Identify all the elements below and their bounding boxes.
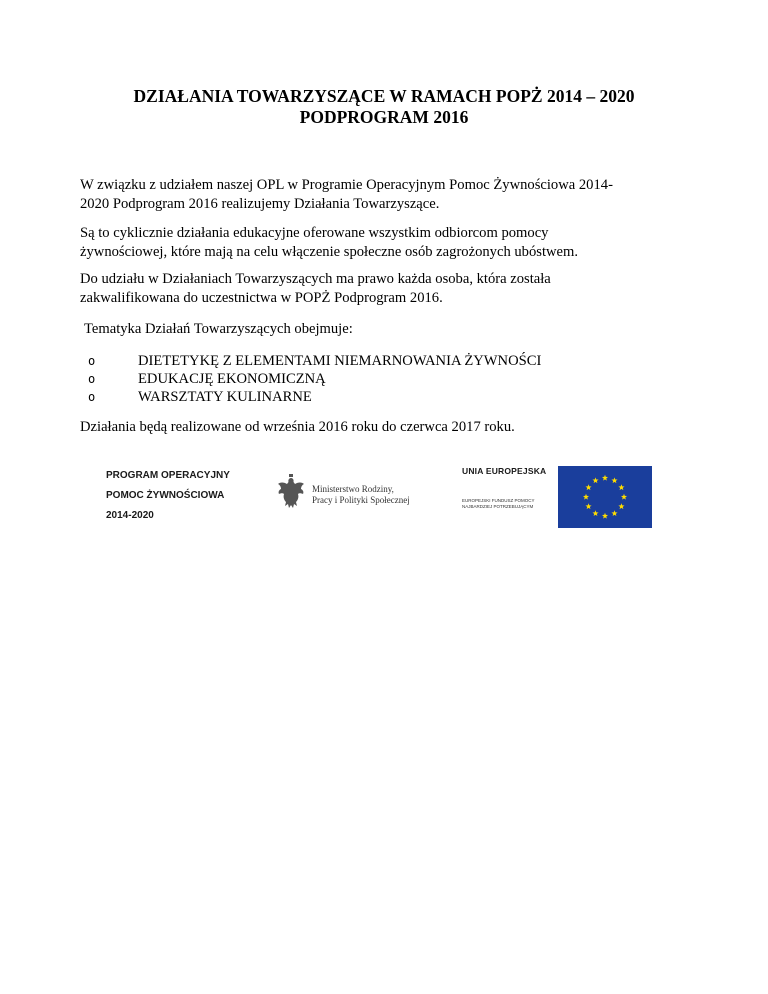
paragraph-schedule: Działania będą realizowane od września 2016 roku do czerwca 2017 roku. <box>80 419 515 435</box>
topics-intro: Tematyka Działań Towarzyszących obejmuje: <box>84 321 353 337</box>
paragraph-line: W związku z udziałem naszej OPL w Programie Operacyjnym Pomoc Żywnościowa 2014- <box>80 177 613 193</box>
list-item: o EDUKACJĘ EKONOMICZNĄ <box>88 371 326 387</box>
paragraph-eligibility <box>80 270 690 308</box>
eu-fund-name: EUROPEJSKI FUNDUSZ POMOCY NAJBARDZIEJ POTRZEBUJĄCYM <box>462 498 535 509</box>
eu-label <box>462 466 546 510</box>
paragraph-line: Są to cyklicznie działania edukacyjne oferowane wszystkim odbiorcom pomocy <box>80 225 549 241</box>
list-item: o WARSZTATY KULINARNE <box>88 389 312 405</box>
program-logo: PROGRAM OPERACYJNY POMOC ŻYWNOŚCIOWA 2014-2020 <box>106 470 230 521</box>
eu-title: UNIA EUROPEJSKA <box>462 466 547 476</box>
ministry-name: Ministerstwo Rodziny, Pracy i Polityki Społecznej <box>312 484 410 505</box>
paragraph-line: Do udziału w Działaniach Towarzyszących ma prawo każda osoba, która została <box>80 271 551 287</box>
logo-strip <box>96 462 652 530</box>
paragraph-participation <box>80 176 690 214</box>
list-item: o DIETETYKĘ Z ELEMENTAMI NIEMARNOWANIA ŻYWNOŚCI <box>88 353 542 369</box>
paragraph-description <box>80 224 690 262</box>
paragraph-line: zakwalifikowana do uczestnictwa w POPŻ Podprogram 2016. <box>80 290 443 306</box>
bullet-icon: o <box>88 390 96 404</box>
eagle-emblem-icon <box>276 472 306 512</box>
title-line-2: PODPROGRAM 2016 <box>299 107 469 127</box>
title-line-1: DZIAŁANIA TOWARZYSZĄCE W RAMACH POPŻ 2014 – 2020 <box>133 86 635 106</box>
page-title <box>70 86 698 128</box>
bullet-icon: o <box>88 372 96 386</box>
topics-list <box>88 352 541 406</box>
bullet-icon: o <box>88 354 96 368</box>
paragraph-line: żywnościowej, które mają na celu włączenie społeczne osób zagrożonych ubóstwem. <box>80 244 579 260</box>
paragraph-line: 2020 Podprogram 2016 realizujemy Działania Towarzyszące. <box>80 196 440 212</box>
eu-flag-icon <box>558 466 652 528</box>
